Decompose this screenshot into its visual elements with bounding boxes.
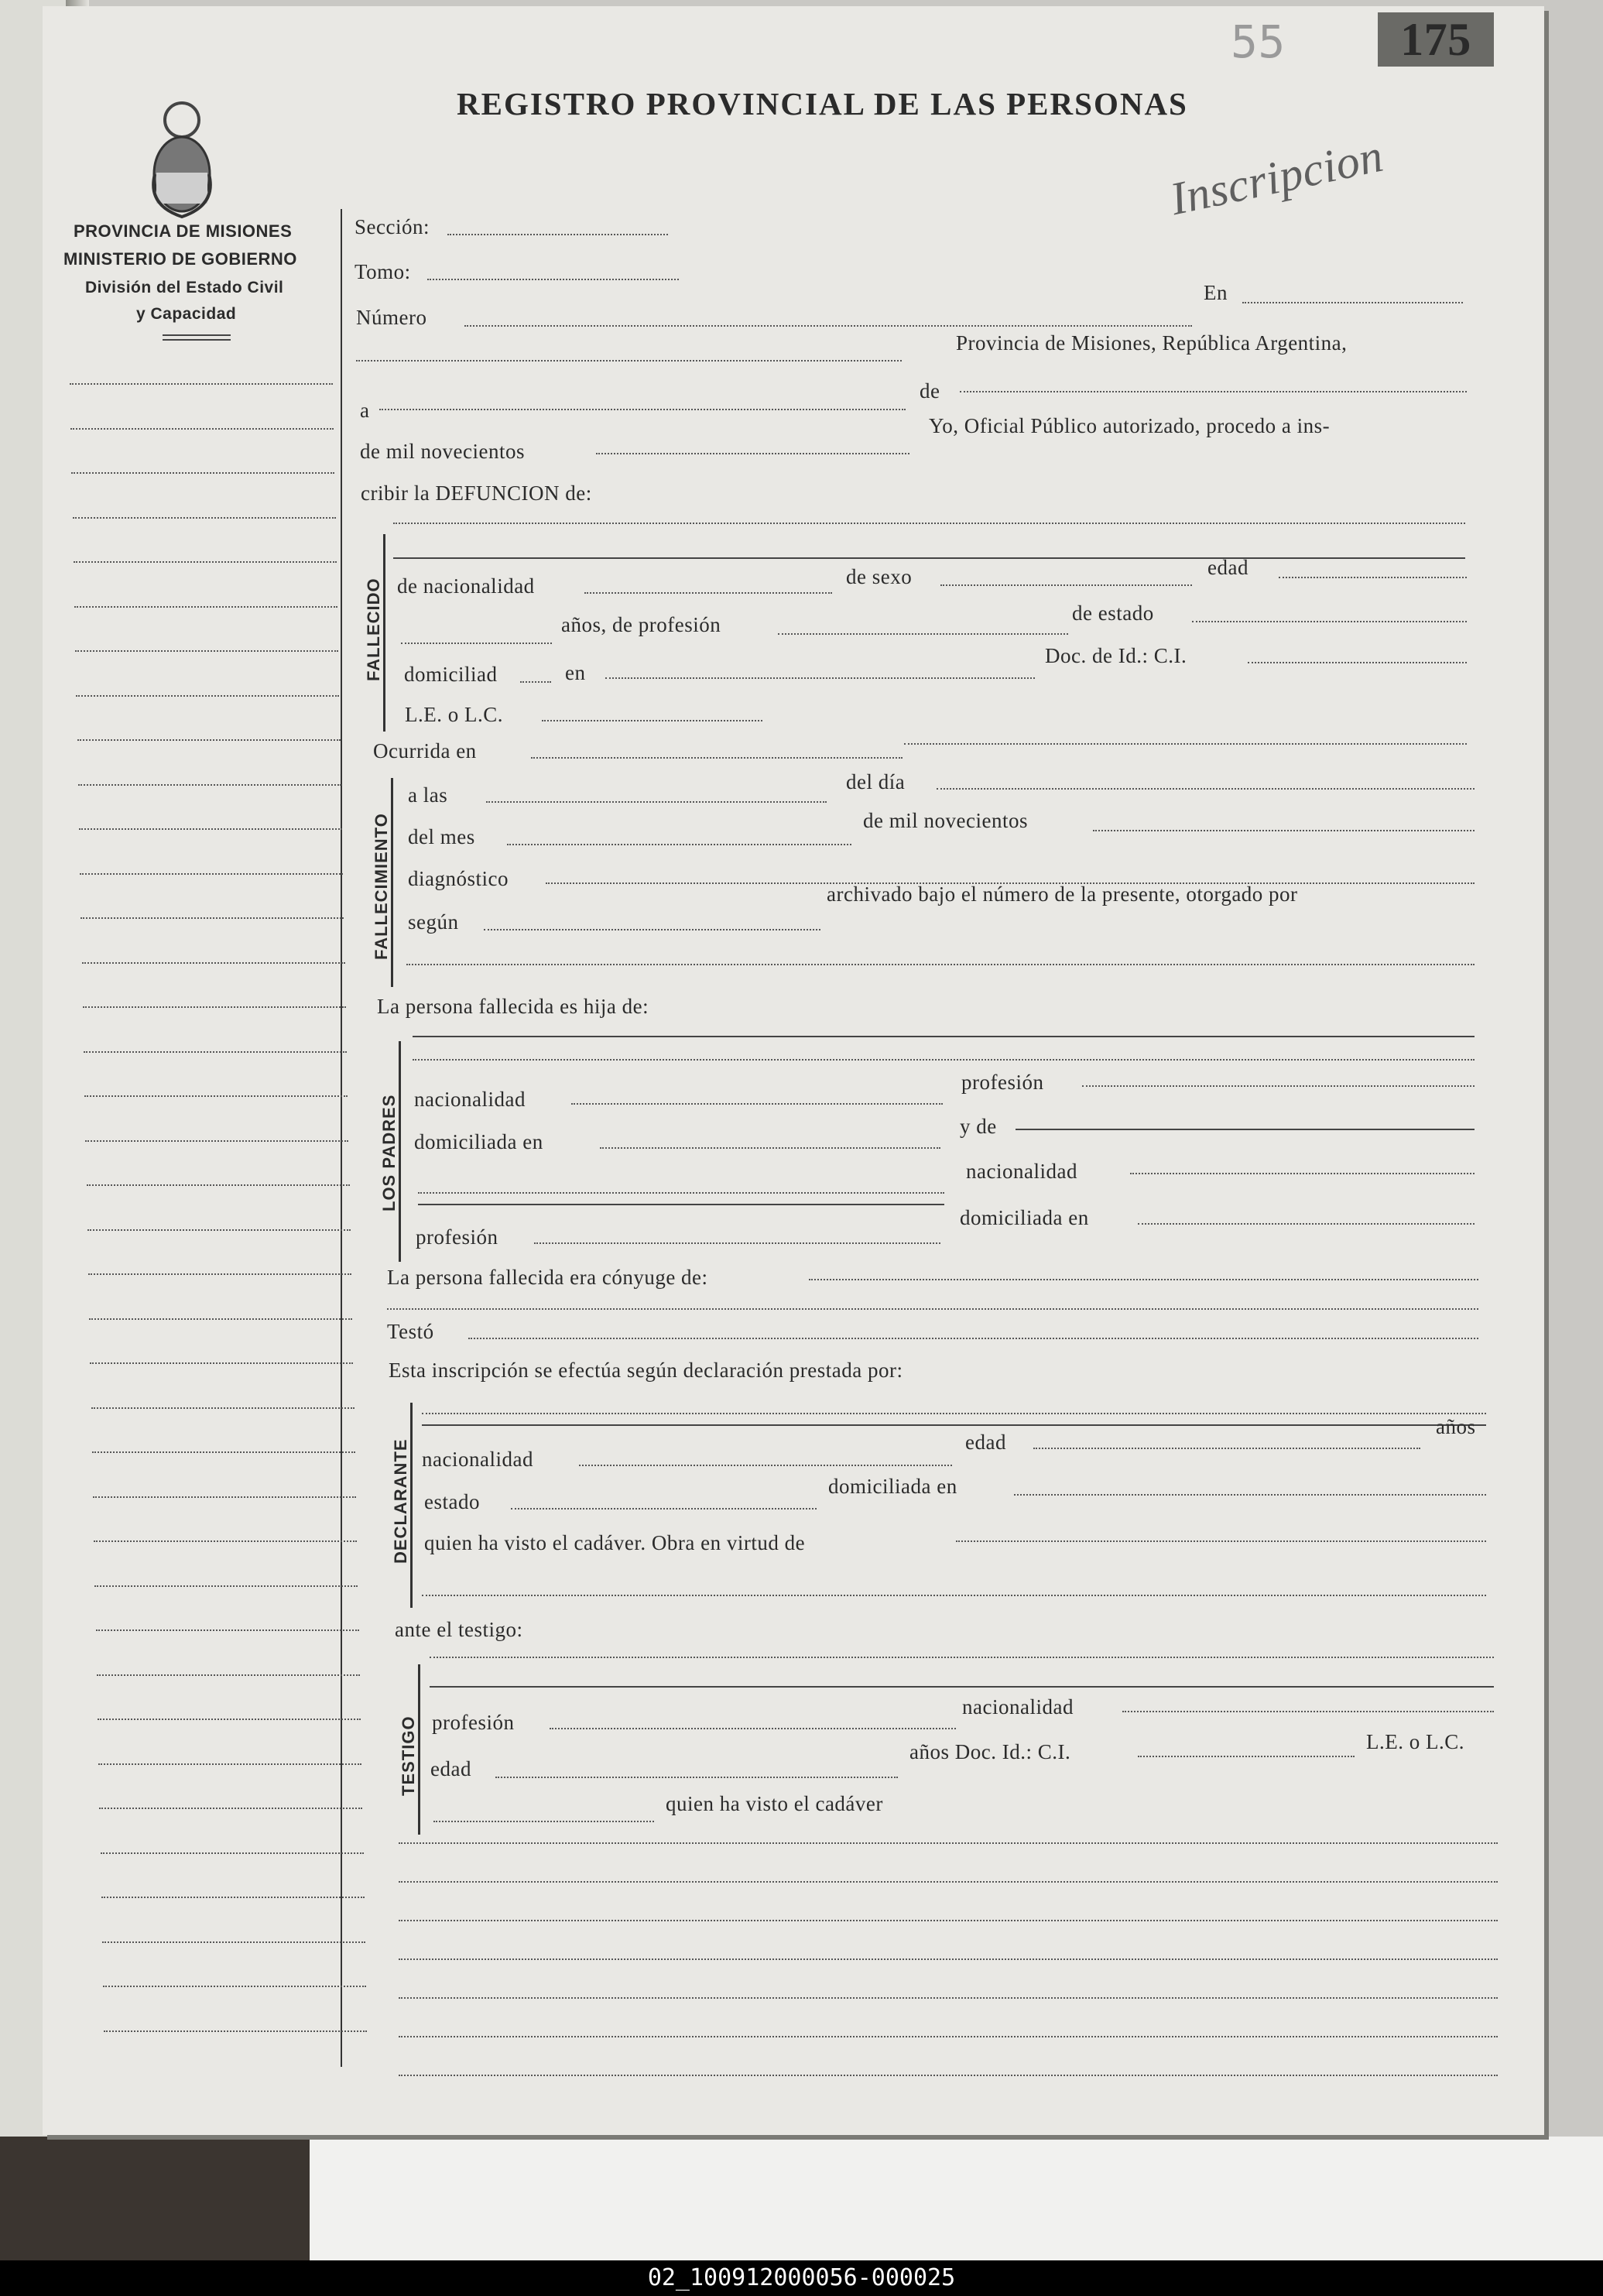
label-testo: Testó (387, 1320, 434, 1343)
margin-line (76, 695, 339, 697)
observation-line (399, 2036, 1498, 2037)
label-le-lc-testigo: L.E. o L.C. (1366, 1730, 1464, 1753)
edad-testigo-field (495, 1777, 898, 1778)
nacionalidad-testigo-field (1122, 1711, 1494, 1712)
margin-line (84, 1095, 348, 1097)
margin-line (101, 1897, 365, 1898)
label-ante-testigo: ante el testigo: (395, 1618, 523, 1641)
margin-line (89, 1318, 352, 1320)
label-a: a (360, 399, 370, 422)
issuer-capacidad: y Capacidad (136, 305, 237, 323)
label-seccion: Sección: (355, 215, 430, 238)
domiciliad-suffix-field (520, 681, 551, 683)
margin-line (74, 606, 337, 608)
testigo-rule (430, 1686, 1494, 1688)
issuer-underline (163, 339, 231, 341)
margin-line (77, 739, 341, 741)
label-visto-testigo: quien ha visto el cadáver (666, 1792, 883, 1815)
issuer-ministry: MINISTERIO DE GOBIERNO (63, 249, 297, 269)
obra-field (956, 1540, 1486, 1542)
label-anos-doc-testigo: años Doc. Id.: C.I. (909, 1740, 1071, 1763)
margin-line (92, 1451, 355, 1453)
conyuge-field-2 (387, 1308, 1478, 1310)
margin-line (94, 1540, 357, 1542)
nacionalidad-padre-field (571, 1103, 943, 1105)
padres-mid-rule (418, 1204, 944, 1205)
label-edad-declarante: edad (965, 1431, 1006, 1454)
year-field (596, 453, 909, 454)
label-conyuge: La persona fallecida era cónyuge de: (387, 1266, 708, 1289)
margin-rule (341, 209, 342, 2067)
label-le-lc: L.E. o L.C. (405, 703, 503, 726)
anos-field (401, 643, 552, 644)
observation-line (399, 1842, 1498, 1844)
label-segun: según (408, 910, 459, 934)
label-provincia: Provincia de Misiones, República Argentina, (956, 331, 1348, 355)
label-edad: edad (1207, 556, 1248, 579)
label-fallecido: FALLECIDO (364, 577, 383, 681)
dia-field (937, 788, 1475, 790)
nacionalidad-field (584, 592, 832, 594)
label-mil-novecientos-2: de mil novecientos (863, 809, 1028, 832)
domicilio-field (605, 677, 1035, 679)
coat-of-arms-icon (147, 97, 217, 221)
label-domiciliada-madre: domiciliada en (960, 1206, 1089, 1229)
domicilio-padre-field-2 (418, 1192, 944, 1194)
label-en: En (1204, 281, 1228, 304)
margin-line (104, 2030, 367, 2032)
segun-field (484, 929, 820, 930)
de-field (960, 391, 1467, 392)
ocurrida-field-2 (904, 743, 1467, 745)
place-field (356, 360, 902, 362)
label-profesion-madre: profesión (416, 1225, 498, 1249)
edad-declarante-field (1033, 1448, 1420, 1449)
label-profesion-testigo: profesión (432, 1711, 515, 1734)
margin-line (75, 650, 338, 652)
profesion-madre-field (534, 1242, 940, 1244)
margin-line (87, 1184, 350, 1186)
margin-line (80, 917, 344, 919)
issuer-underline (163, 334, 231, 336)
label-nacionalidad-padre: nacionalidad (414, 1088, 526, 1111)
a-field (379, 409, 906, 410)
doc-id-field (1248, 662, 1467, 663)
margin-line (103, 1986, 366, 1987)
edad-field (1279, 577, 1467, 578)
declarante-rule (422, 1424, 1486, 1426)
label-anos-profesion: años, de profesión (561, 613, 721, 636)
deceased-rule (393, 557, 1465, 559)
observation-line (399, 1997, 1498, 1999)
margin-line (90, 1362, 353, 1364)
margin-line (93, 1496, 356, 1498)
domicilio-declarante-field (1014, 1494, 1486, 1496)
label-domiciliada-padre: domiciliada en (414, 1130, 543, 1153)
margin-line (87, 1229, 351, 1231)
label-visto-declarante: quien ha visto el cadáver. Obra en virtud de (424, 1531, 806, 1554)
label-inscripcion: Esta inscripción se efectúa según declaración prestada por: (389, 1359, 903, 1382)
ocurrida-field (531, 757, 903, 759)
margin-line (80, 873, 343, 875)
margin-line (97, 1674, 360, 1676)
label-domiciliad: domiciliad (404, 663, 498, 686)
label-en-domicilio: en (565, 661, 586, 684)
margin-line (78, 784, 341, 786)
margin-line (102, 1941, 365, 1943)
label-nacionalidad: de nacionalidad (397, 574, 535, 598)
label-estado-declarante: estado (424, 1490, 480, 1513)
margin-line (70, 428, 334, 430)
margin-line (94, 1585, 358, 1587)
le-lc-field (542, 720, 762, 721)
signature: Inscripcion (1166, 129, 1388, 225)
margin-line (85, 1140, 348, 1142)
margin-line (91, 1407, 355, 1409)
numero-field (464, 325, 1192, 327)
margin-line (73, 517, 336, 519)
tomo-field (427, 279, 679, 280)
label-estado: de estado (1072, 601, 1154, 625)
mes-field (507, 844, 851, 845)
label-del-dia: del día (846, 770, 906, 793)
issuer-division: División del Estado Civil (85, 279, 284, 296)
label-del-mes: del mes (408, 825, 475, 848)
sexo-field (940, 584, 1192, 586)
label-ocurrida: Ocurrida en (373, 739, 477, 762)
estado-field (1192, 621, 1467, 622)
margin-line (74, 561, 337, 563)
otorgado-field (406, 964, 1475, 965)
label-testigo: TESTIGO (399, 1715, 418, 1796)
label-y-de: y de (960, 1115, 997, 1138)
declarante-name-field (422, 1413, 1486, 1414)
padre-name-field (413, 1059, 1475, 1061)
margin-line (88, 1273, 351, 1275)
label-numero: Número (356, 306, 427, 329)
doc-testigo-field (1138, 1756, 1355, 1757)
ano-field (1093, 830, 1475, 831)
label-yo-oficial: Yo, Oficial Público autorizado, procedo a ins- (929, 414, 1331, 437)
stamp-number: 55 (1231, 15, 1286, 68)
margin-line (79, 828, 342, 830)
margin-line (71, 472, 334, 474)
image-footer-code: 02_100912000056-000025 (0, 2260, 1603, 2296)
label-nacionalidad-declarante: nacionalidad (422, 1448, 533, 1471)
margin-line (99, 1808, 362, 1809)
margin-line (84, 1051, 347, 1053)
label-de: de (920, 379, 940, 403)
label-doc-id: Doc. de Id.: C.I. (1045, 644, 1187, 667)
observation-line (399, 1881, 1498, 1883)
margin-line (101, 1852, 364, 1854)
margin-line (70, 383, 333, 385)
testo-field (468, 1338, 1478, 1339)
label-cribir: cribir la DEFUNCION de: (361, 481, 592, 505)
margin-line (98, 1719, 361, 1720)
margin-line (83, 1006, 346, 1008)
en-field (1242, 302, 1463, 303)
observation-line (399, 1920, 1498, 1921)
profesion-padre-field (1082, 1085, 1475, 1087)
domicilio-madre-field (1138, 1223, 1475, 1225)
label-nacionalidad-testigo: nacionalidad (962, 1695, 1074, 1719)
label-profesion-padre: profesión (961, 1071, 1044, 1094)
label-hija-de: La persona fallecida es hija de: (377, 995, 649, 1018)
hora-field (486, 801, 827, 803)
label-archivado: archivado bajo el número de la presente, otorgado por (827, 882, 1298, 906)
label-nacionalidad-madre: nacionalidad (966, 1160, 1077, 1183)
label-edad-testigo: edad (430, 1757, 471, 1780)
conyuge-field (809, 1279, 1478, 1280)
label-declarante: DECLARANTE (391, 1438, 410, 1564)
testigo-extra-field (433, 1821, 654, 1822)
deceased-name-field (393, 523, 1465, 524)
label-padres: LOS PADRES (379, 1094, 399, 1211)
estado-declarante-field (511, 1508, 817, 1510)
testigo-name-field (430, 1657, 1494, 1658)
profesion-field (778, 633, 1068, 635)
observation-line (399, 2075, 1498, 2076)
madre-name-field (1016, 1129, 1475, 1130)
profesion-testigo-field (550, 1728, 956, 1729)
margin-line (96, 1629, 359, 1631)
declarante-extra-field (422, 1595, 1486, 1596)
folio-number: 175 (1378, 12, 1494, 67)
table-surface (0, 2137, 310, 2260)
label-mil-novecientos: de mil novecientos (360, 440, 525, 463)
label-fallecimiento: FALLECIMIENTO (372, 813, 391, 960)
background-surface (310, 2137, 1603, 2260)
nacionalidad-declarante-field (579, 1465, 952, 1466)
margin-line (98, 1763, 361, 1765)
seccion-field (447, 234, 668, 235)
page-title: REGISTRO PROVINCIAL DE LAS PERSONAS (457, 86, 1188, 122)
margin-line (82, 962, 345, 964)
label-diagnostico: diagnóstico (408, 867, 509, 890)
domicilio-padre-field (600, 1147, 940, 1149)
label-anos-declarante: años (1436, 1415, 1476, 1438)
label-domiciliada-declarante: domiciliada en (828, 1475, 957, 1498)
label-tomo: Tomo: (355, 260, 411, 283)
nacionalidad-madre-field (1130, 1173, 1475, 1174)
padres-top-rule (413, 1036, 1475, 1037)
label-a-las: a las (408, 783, 448, 807)
label-sexo: de sexo (846, 565, 913, 588)
issuer-province: PROVINCIA DE MISIONES (74, 221, 293, 241)
observation-line (399, 1958, 1498, 1960)
